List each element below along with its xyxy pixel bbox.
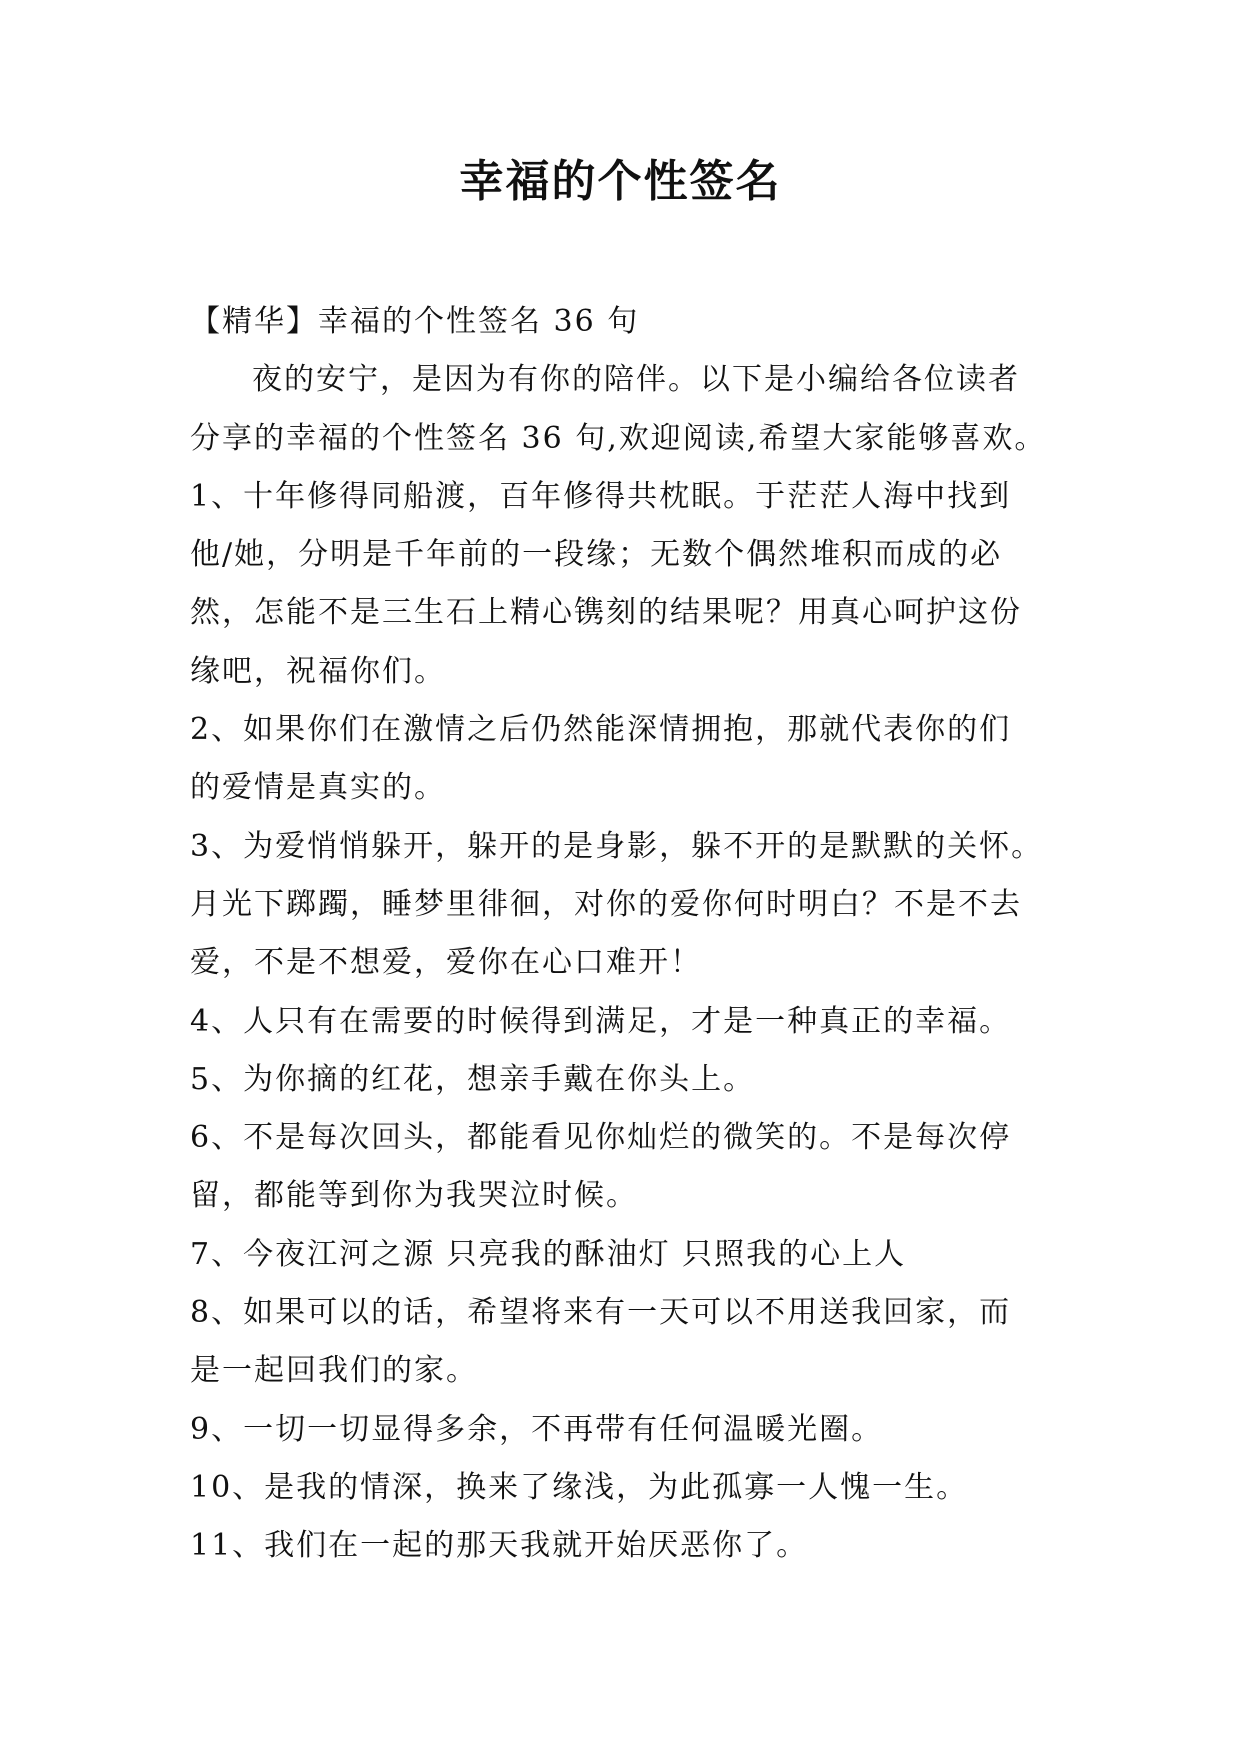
item-9-line-1: 9、一切一切显得多余，不再带有任何温暖光圈。 [190, 1411, 884, 1447]
item-4-line-1: 4、人只有在需要的时候得到满足，才是一种真正的幸福。 [190, 1003, 1012, 1039]
item-5-line-1: 5、为你摘的红花，想亲手戴在你头上。 [190, 1061, 756, 1097]
item-7-line-1: 7、今夜江河之源 只亮我的酥油灯 只照我的心上人 [190, 1236, 907, 1272]
document-body [190, 293, 1070, 1576]
intro-line-2: 分享的幸福的个性签名 36 句,欢迎阅读,希望大家能够喜欢。 [190, 420, 1047, 456]
item-2-line-2: 的爱情是真实的。 [190, 770, 446, 806]
item-1-line-2: 他/她，分明是千年前的一段缘；无数个偶然堆积而成的必 [190, 537, 1003, 573]
item-2-line-1: 2、如果你们在激情之后仍然能深情拥抱，那就代表你的们 [190, 712, 1012, 748]
item-3-line-1: 3、为爱悄悄躲开，躲开的是身影，躲不开的是默默的关怀。 [190, 828, 1044, 864]
item-8-line-2: 是一起回我们的家。 [190, 1353, 478, 1389]
item-1-line-1: 1、十年修得同船渡，百年修得共枕眠。于茫茫人海中找到 [190, 478, 1012, 514]
item-6-line-2: 留，都能等到你为我哭泣时候。 [190, 1178, 638, 1214]
item-10-line-1: 10、是我的情深，换来了缘浅，为此孤寡一人愧一生。 [190, 1469, 969, 1505]
item-11-line-1: 11、我们在一起的那天我就开始厌恶你了。 [190, 1528, 809, 1564]
item-8-line-1: 8、如果可以的话，希望将来有一天可以不用送我回家，而 [190, 1295, 1012, 1331]
item-1-line-3: 然，怎能不是三生石上精心镌刻的结果呢？用真心呵护这份 [190, 595, 1022, 631]
item-3-line-2: 月光下踯躅，睡梦里徘徊，对你的爱你何时明白？不是不去 [190, 886, 1022, 922]
item-1-line-4: 缘吧，祝福你们。 [190, 653, 446, 689]
item-6-line-1: 6、不是每次回头，都能看见你灿烂的微笑的。不是每次停 [190, 1120, 1012, 1156]
item-3-line-3: 爱，不是不想爱，爱你在心口难开！ [190, 945, 702, 981]
document-title: 幸福的个性签名 [459, 156, 782, 207]
subtitle-line: 【精华】幸福的个性签名 36 句 [190, 304, 640, 339]
intro-line-1: 夜的安宁，是因为有你的陪伴。以下是小编给各位读者 [252, 362, 1020, 398]
